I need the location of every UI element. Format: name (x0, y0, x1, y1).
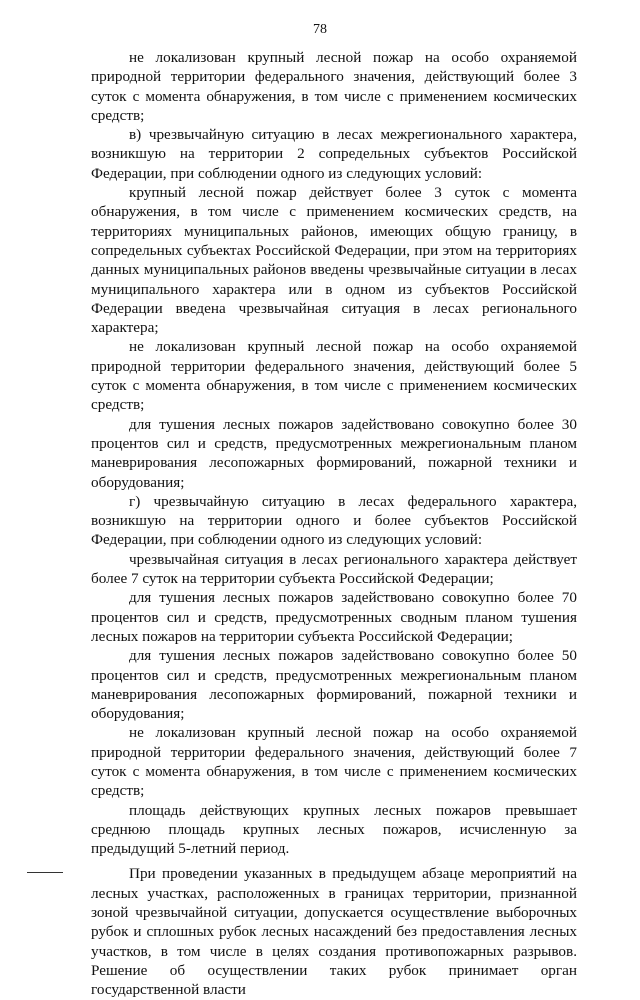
document-body (91, 48, 577, 1000)
paragraph: г) чрезвычайную ситуацию в лесах федерального характера, возникшую на территории одного и более субъектов Российской Федерации, при соблюдении одного из следующих условий: (91, 492, 577, 549)
paragraph: не локализован крупный лесной пожар на особо охраняемой природной территории федерального значения, действующий более 3 суток с момента обнаружения, в том числе с применением космических средств; (91, 49, 577, 124)
paragraph: площадь действующих крупных лесных пожаров превышает среднюю площадь крупных лесных пожаров, исчисленную за предыдущий 5-летний период. (91, 801, 577, 858)
paragraph: не локализован крупный лесной пожар на особо охраняемой природной территории федерального значения, действующий более 5 суток с момента обнаружения, в том числе с применением космических средств; (91, 338, 577, 414)
paragraph: для тушения лесных пожаров задействовано совокупно более 30 процентов сил и средств, предусмотренных межрегиональным планом маневрирования лесопожарных формирований, пожарной техники и оборудования; (91, 415, 577, 491)
paragraph: в) чрезвычайную ситуацию в лесах межрегионального характера, возникшую на территории 2 сопредельных субъектов Российской Федерации, при соблюдении одного из следующих условий: (91, 126, 577, 182)
paragraph: для тушения лесных пожаров задействовано совокупно более 50 процентов сил и средств, предусмотренных межрегиональным планом маневрирования лесопожарных формирований, пожарной техники и оборудования; (91, 647, 577, 723)
page-number: 78 (313, 22, 327, 37)
paragraph: для тушения лесных пожаров задействовано совокупно более 70 процентов сил и средств, предусмотренных сводным планом тушения лесных пожаров на территории субъекта Российской Федерации; (91, 589, 577, 645)
footer-mark (27, 872, 63, 873)
paragraph: чрезвычайная ситуация в лесах регионального характера действует более 7 суток на территории субъекта Российской Федерации; (91, 550, 577, 588)
paragraph: крупный лесной пожар действует более 3 суток с момента обнаружения, в том числе с применением космических средств, на территориях муниципальных районов, имеющих общую границу, в сопредельных субъектах Российской Федерации, при этом на территориях данных муниципальных районов введены чрезвычайные ситуации в лесах муниципального характера или в одном из субъектов Российской Федерации введена чрезвычайная ситуация в лесах регионального характера; (91, 184, 577, 337)
paragraph: не локализован крупный лесной пожар на особо охраняемой природной территории федерального значения, действующий более 7 суток с момента обнаружения, в том числе с применением космических средств; (91, 724, 577, 800)
paragraph: При проведении указанных в предыдущем абзаце мероприятий на лесных участках, расположенных в границах территории, признанной зоной чрезвычайной ситуации, допускается осуществление выборочных рубок и сплошных рубок лесных насаждений без предоставления лесных участков, в том числе в целях создания противопожарных разрывов. Решение об осуществлении таких рубок принимает орган государственной власти (91, 865, 577, 999)
